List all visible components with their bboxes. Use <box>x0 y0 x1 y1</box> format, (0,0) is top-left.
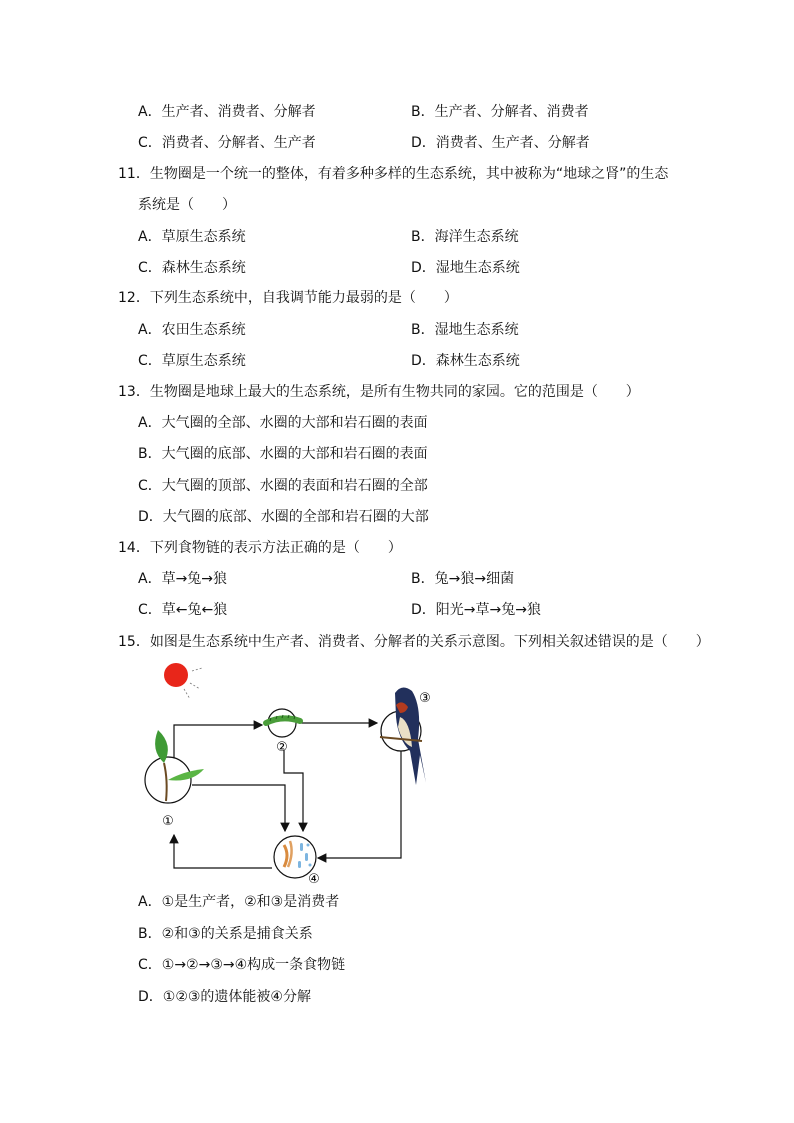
arrow-caterpillar-to-decomposer <box>284 750 303 831</box>
q13-option-b: B．大气圈的底部、水圈的大部和岩石圈的表面 <box>138 446 428 462</box>
q13-option-c: C．大气圈的顶部、水圈的表面和岩石圈的全部 <box>138 478 428 494</box>
q10-option-d: D．消费者、生产者、分解者 <box>411 135 590 151</box>
q11-option-a: A．草原生态系统 <box>138 229 246 245</box>
q14-stem: 14．下列食物链的表示方法正确的是（ ） <box>118 540 402 556</box>
q15-option-d: D．①②③的遗体能被④分解 <box>138 989 311 1005</box>
arrow-decomposer-to-plant <box>174 835 272 868</box>
q11-stem: 11．生物圈是一个统一的整体，有着多种多样的生态系统，其中被称为“地球之肾”的生态 <box>118 166 669 182</box>
q10-option-c: C．消费者、分解者、生产者 <box>138 135 316 151</box>
q12-option-c: C．草原生态系统 <box>138 353 246 369</box>
q12-option-a: A．农田生态系统 <box>138 322 246 338</box>
arrow-bird-to-decomposer <box>318 743 401 858</box>
q15-stem: 15．如图是生态系统中生产者、消费者、分解者的关系示意图。下列相关叙述错误的是（ ） <box>118 634 710 650</box>
q13-option-d: D．大气圈的底部、水圈的全部和岩石圈的大部 <box>138 509 429 525</box>
label-4: ④ <box>308 872 320 885</box>
arrow-plant-to-caterpillar <box>174 725 262 765</box>
q12-option-d: D．森林生态系统 <box>411 353 520 369</box>
q15-option-a: A．①是生产者，②和③是消费者 <box>138 894 340 910</box>
label-3: ③ <box>419 691 431 706</box>
q10-option-b: B．生产者、分解者、消费者 <box>411 104 589 120</box>
q11-option-b: B．海洋生态系统 <box>411 229 519 245</box>
q12-stem: 12．下列生态系统中，自我调节能力最弱的是（ ） <box>118 290 458 306</box>
q12-option-b: B．湿地生态系统 <box>411 322 519 338</box>
q15-option-b: B．②和③的关系是捕食关系 <box>138 926 313 942</box>
caterpillar-consumer <box>266 709 300 737</box>
q13-stem: 13．生物圈是地球上最大的生态系统，是所有生物共同的家园。它的范围是（ ） <box>118 384 640 400</box>
q15-option-c: C．①→②→③→④构成一条食物链 <box>138 957 346 973</box>
q13-option-a: A．大气圈的全部、水圈的大部和岩石圈的表面 <box>138 415 428 431</box>
q11-option-d: D．湿地生态系统 <box>411 260 520 276</box>
arrow-plant-to-decomposer <box>192 785 285 831</box>
q14-option-b: B．兔→狼→细菌 <box>411 571 515 587</box>
q14-option-c: C．草←兔←狼 <box>138 602 228 618</box>
q14-option-d: D．阳光→草→兔→狼 <box>411 602 541 618</box>
sun-icon <box>164 663 202 699</box>
q11-stem-cont: 系统是（ ） <box>138 197 236 213</box>
ecosystem-diagram <box>140 655 440 885</box>
q10-option-a: A．生产者、消费者、分解者 <box>138 104 316 120</box>
q11-option-c: C．森林生态系统 <box>138 260 246 276</box>
label-1: ① <box>162 814 174 829</box>
label-2: ② <box>276 740 288 755</box>
q14-option-a: A．草→兔→狼 <box>138 571 228 587</box>
